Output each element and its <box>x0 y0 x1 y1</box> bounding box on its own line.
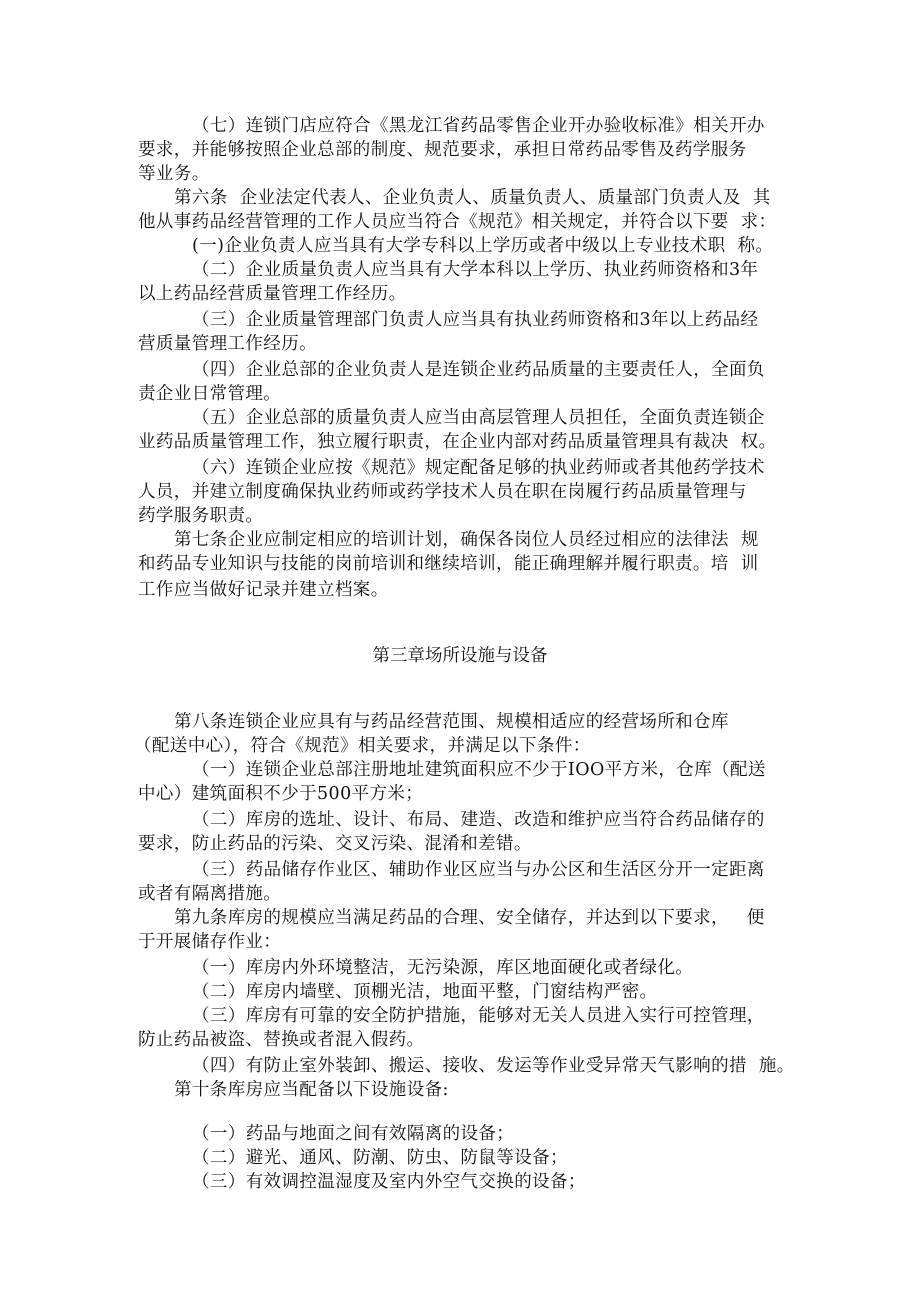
text-line: 中心）建筑面积不少于500平方米； <box>138 784 424 804</box>
text-line: 业药品质量管理工作，独立履行职责，在企业内部对药品质量管理具有裁决 权。 <box>138 432 777 452</box>
text-line: 第八条连锁企业应具有与药品经营范围、规模相适应的经营场所和仓库 <box>174 712 729 732</box>
text-line: （四）有防止室外装卸、搬运、接收、发运等作业受异常天气影响的措 施。 <box>192 1056 795 1076</box>
text-line: 于开展储存作业： <box>138 932 282 952</box>
text-line: （二）企业质量负责人应当具有大学本科以上学历、执业药师资格和3年 <box>192 260 759 280</box>
text-line: （三）企业质量管理部门负责人应当具有执业药师资格和3年以上药品经 <box>192 310 759 330</box>
text-line: （一）连锁企业总部注册地址建筑面积应不少于IOO平方米，仓库（配送 <box>192 760 766 780</box>
text-line: 等业务。 <box>138 164 210 184</box>
text-line: （三）有效调控温湿度及室内外空气交换的设备； <box>192 1172 586 1192</box>
text-line: （六）连锁企业应按《规范》规定配备足够的执业药师或者其他药学技术 <box>192 458 765 478</box>
text-line: 第十条库房应当配备以下设施设备: <box>174 1080 449 1100</box>
text-line: 要求，并能够按照企业总部的制度、规范要求，承担日常药品零售及药学服务 <box>138 140 747 160</box>
text-line: 第七条企业应制定相应的培训计划，确保各岗位人员经过相应的法律法 规 <box>174 530 759 550</box>
text-line: （一）药品与地面之间有效隔离的设备； <box>192 1124 515 1144</box>
text-line: (一)企业负责人应当具有大学专科以上学历或者中级以上专业技术职 称。 <box>192 236 774 256</box>
text-line: （七）连锁门店应符合《黑龙江省药品零售企业开办验收标准》相关开办 <box>192 116 765 136</box>
text-line: （三）药品储存作业区、辅助作业区应当与办公区和生活区分开一定距离 <box>192 860 765 880</box>
text-line: 或者有隔离措施。 <box>138 884 282 904</box>
text-line: 营质量管理工作经历。 <box>138 334 317 354</box>
text-line: （二）库房的选址、设计、布局、建造、改造和维护应当符合药品储存的 <box>192 810 765 830</box>
text-line: （三）库房有可靠的安全防护措施，能够对无关人员进入实行可控管理， <box>192 1006 765 1026</box>
text-line: （配送中心），符合《规范》相关要求，并满足以下条件： <box>134 736 591 756</box>
text-line: 第九条库房的规模应当满足药品的合理、安全储存，并达到以下要求， 便 <box>174 908 765 928</box>
text-line: 工作应当做好记录并建立档案。 <box>138 580 389 600</box>
text-line: 第六条 企业法定代表人、企业负责人、质量负责人、质量部门负责人及 其 <box>174 188 771 208</box>
text-line: （四）企业总部的企业负责人是连锁企业药品质量的主要责任人，全面负 <box>192 360 765 380</box>
text-line: 人员，并建立制度确保执业药师或药学技术人员在职在岗履行药品质量管理与 <box>138 482 747 502</box>
text-line: 责企业日常管理。 <box>138 384 282 404</box>
text-line: 和药品专业知识与技能的岗前培训和继续培训，能正确理解并履行职责。培 训 <box>138 554 759 574</box>
text-line: 他从事药品经营管理的工作人员应当符合《规范》相关规定，并符合以下要 求： <box>138 212 777 232</box>
text-line: 药学服务职责。 <box>138 506 264 526</box>
chapter-title: 第三章场所设施与设备 <box>372 646 548 666</box>
text-line: （五）企业总部的质量负责人应当由高层管理人员担任，全面负责连锁企 <box>192 408 765 428</box>
text-line: 防止药品被盗、替换或者混入假药。 <box>138 1030 425 1050</box>
text-line: 以上药品经营质量管理工作经历。 <box>138 284 407 304</box>
text-line: （一）库房内外环境整洁，无污染源，库区地面硬化或者绿化。 <box>192 958 694 978</box>
text-line: （二）库房内墙壁、顶棚光洁，地面平整，门窗结构严密。 <box>192 982 658 1002</box>
text-line: （二）避光、通风、防潮、防虫、防鼠等设备； <box>192 1148 568 1168</box>
text-line: 要求，防止药品的污染、交叉污染、混淆和差错。 <box>138 834 532 854</box>
